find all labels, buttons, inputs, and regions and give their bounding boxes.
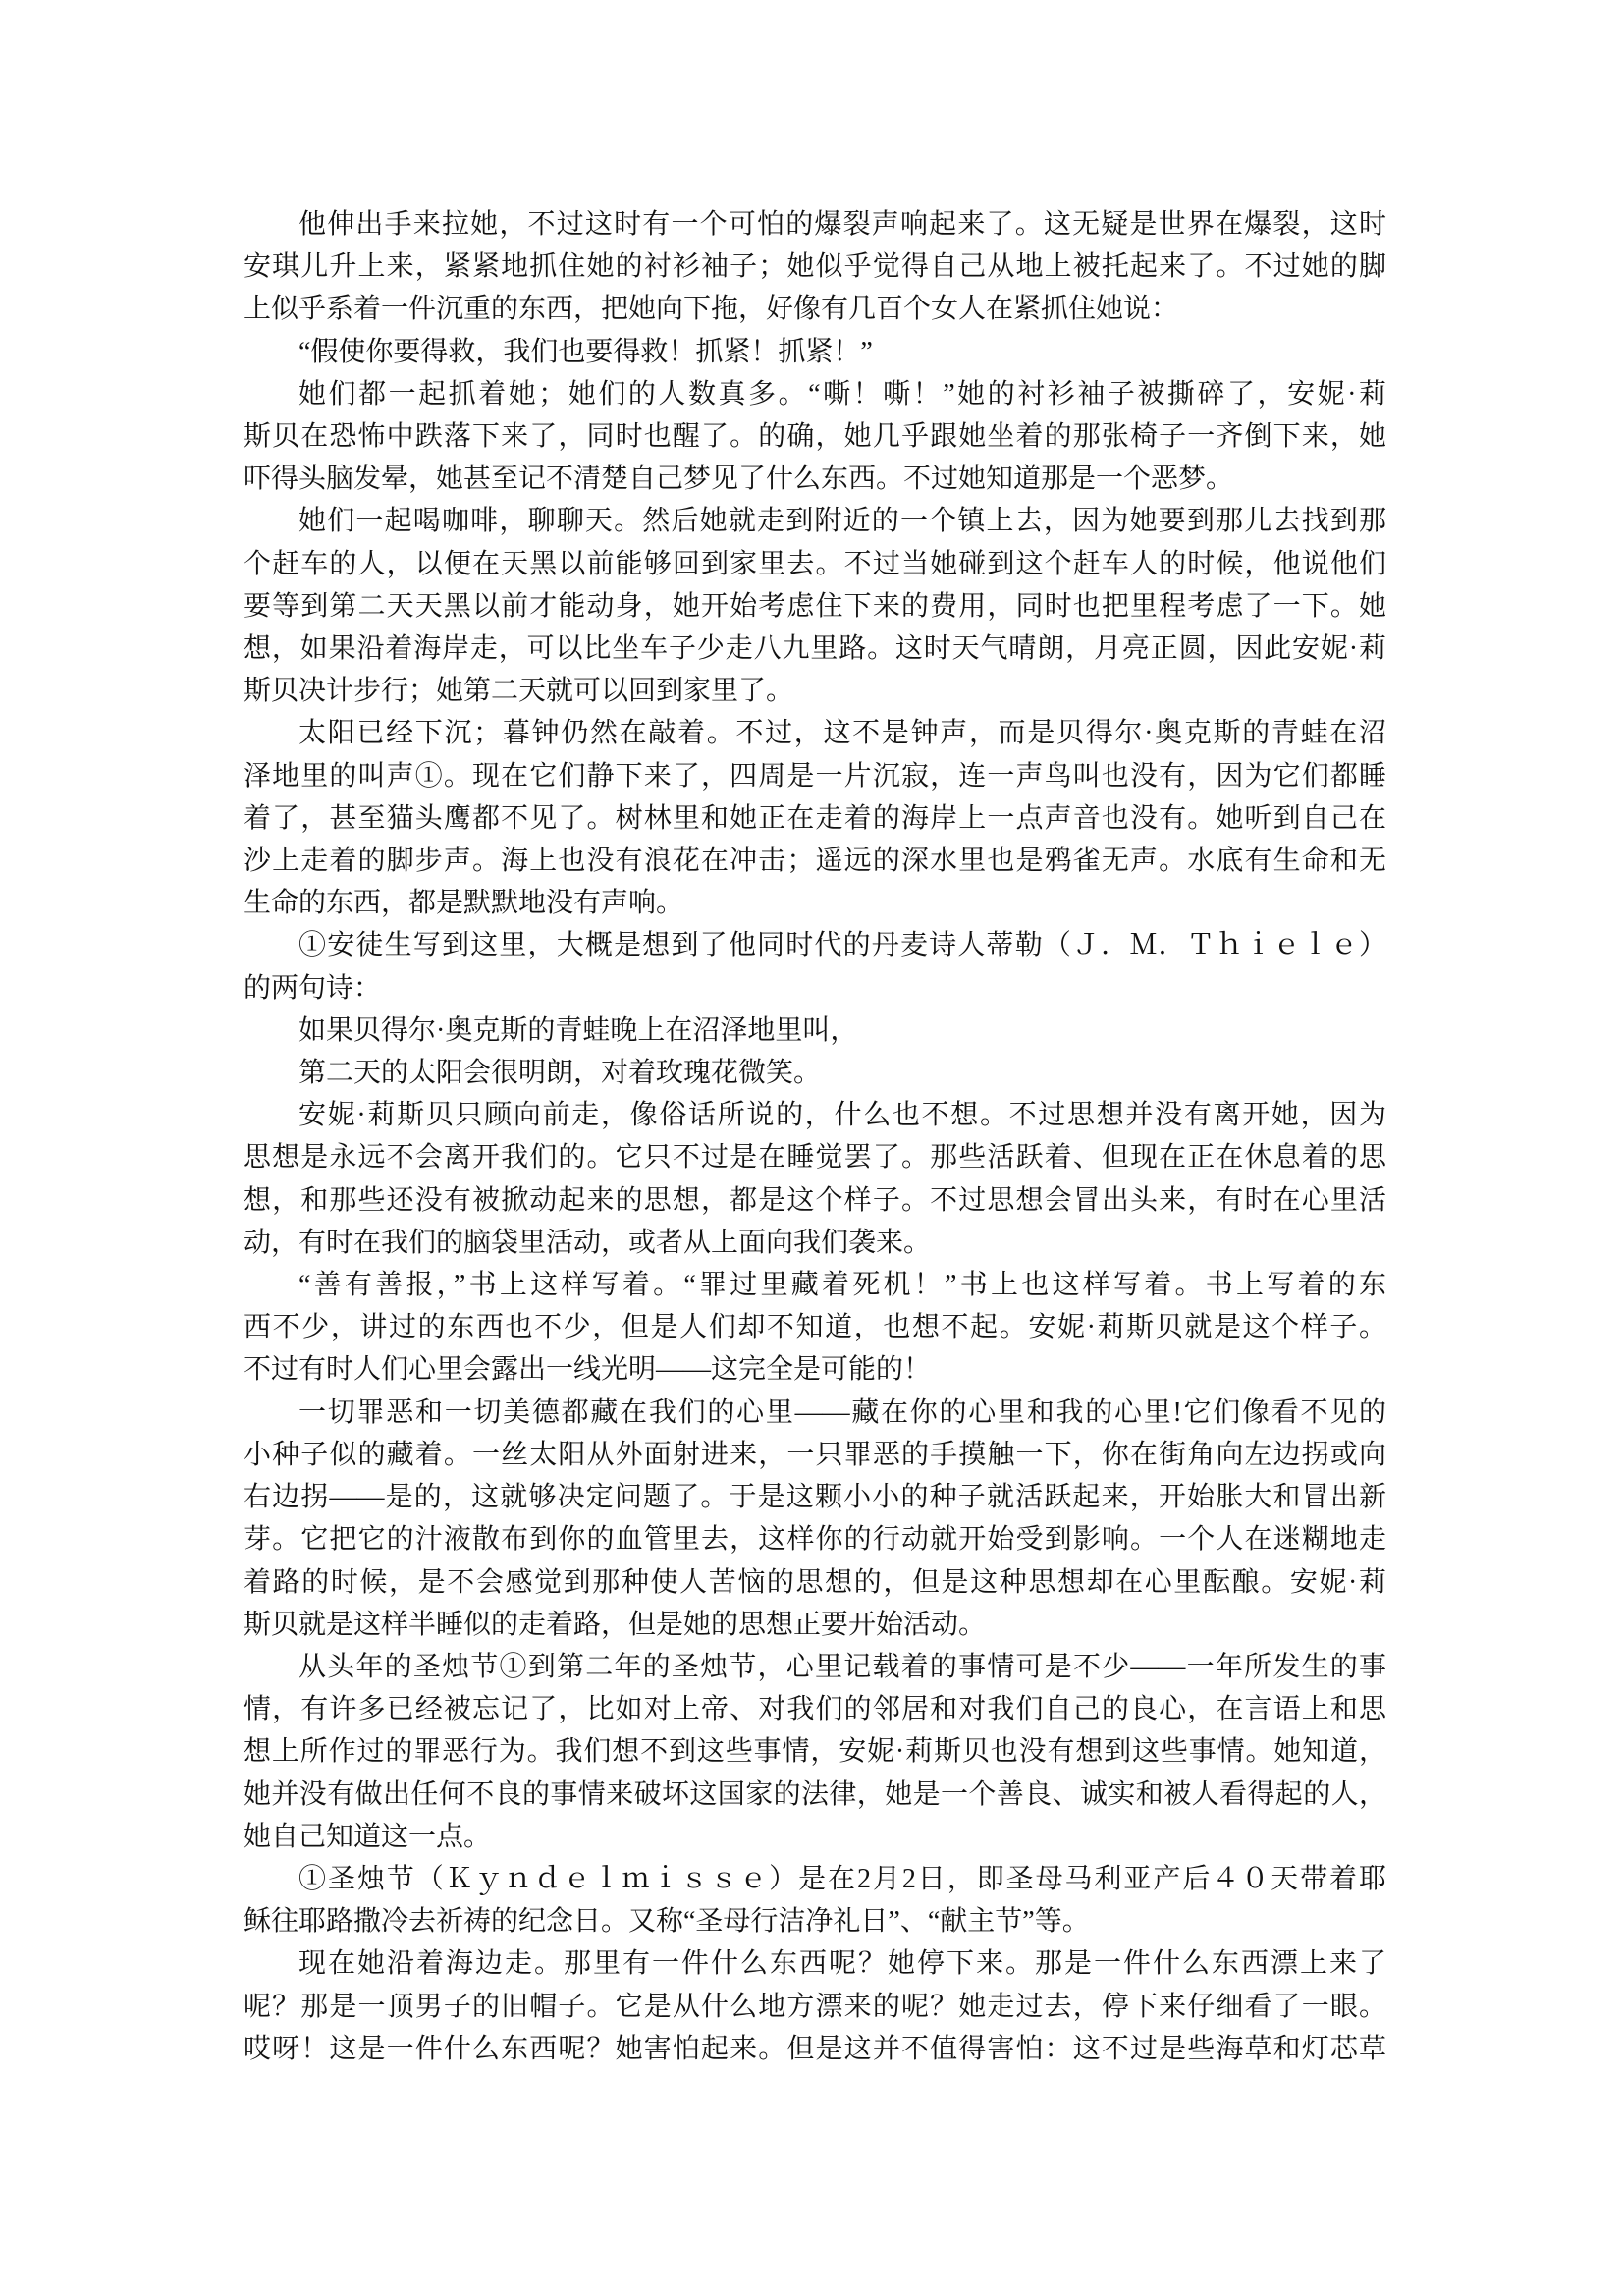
text-line: 思想是永远不会离开我们的。它只不过是在睡觉罢了。那些活跃着、但现在正在休息着的思: [243, 1142, 1386, 1174]
text-line: 安琪儿升上来，紧紧地抓住她的衬衫袖子；她似乎觉得自己从地上被托起来了。不过她的脚: [243, 251, 1386, 283]
text-line: 想上所作过的罪恶行为。我们想不到这些事情，安妮·莉斯贝也没有想到这些事情。她知道，: [243, 1736, 1386, 1768]
paragraph: [243, 500, 1386, 712]
text-line: “善有善报，”书上这样写着。“罪过里藏着死机！”书上也这样写着。书上写着的东: [298, 1270, 1386, 1301]
text-line: 不过有时人们心里会露出一线光明——这完全是可能的！: [243, 1354, 932, 1386]
text-line: 小种子似的藏着。一丝太阳从外面射进来，一只罪恶的手摸触一下，你在街角向左边拐或向: [243, 1439, 1386, 1470]
paragraph: [243, 1392, 1386, 1646]
text-line: 西不少，讲过的东西也不少，但是人们却不知道，也想不起。安妮·莉斯贝就是这个样子。: [243, 1312, 1386, 1343]
paragraph: [243, 712, 1386, 924]
paragraph: [243, 1010, 1386, 1052]
text-line: 想，和那些还没有被掀动起来的思想，都是这个样子。不过思想会冒出头来，有时在心里活: [243, 1184, 1386, 1216]
text-line: 她们一起喝咖啡，聊聊天。然后她就走到附近的一个镇上去，因为她要到那儿去找到那: [298, 506, 1386, 537]
text-line: 上似乎系着一件沉重的东西，把她向下拖，好像有几百个女人在紧抓住她说：: [243, 294, 1179, 325]
text-line: 吓得头脑发晕，她甚至记不清楚自己梦见了什么东西。不过她知道那是一个恶梦。: [243, 464, 1234, 495]
paragraph: [243, 1858, 1386, 1942]
text-line: 个赶车的人，以便在天黑以前能够回到家里去。不过当她碰到这个赶车人的时候，他说他们: [243, 548, 1386, 579]
text-line: 泽地里的叫声①。现在它们静下来了，四周是一片沉寂，连一声鸟叫也没有，因为它们都睡: [243, 760, 1386, 792]
text-line: ①安徒生写到这里，大概是想到了他同时代的丹麦诗人蒂勒（Ｊ．Ｍ．Ｔｈｉｅｌｅ）: [298, 930, 1386, 961]
text-line: 想，如果沿着海岸走，可以比坐车子少走八九里路。这时天气晴朗，月亮正圆，因此安妮·莉: [243, 633, 1386, 665]
paragraph: [243, 1094, 1386, 1264]
text-line: 右边拐——是的，这就够决定问题了。于是这颗小小的种子就活跃起来，开始胀大和冒出新: [243, 1482, 1386, 1513]
text-line: 的两句诗：: [243, 972, 382, 1004]
text-line: 呢？那是一顶男子的旧帽子。它是从什么地方漂来的呢？她走过去，停下来仔细看了一眼。: [243, 1991, 1386, 2022]
paragraph: [243, 1264, 1386, 1392]
text-line: 情，有许多已经被忘记了，比如对上帝、对我们的邻居和对我们自己的良心，在言语上和思: [243, 1694, 1386, 1725]
text-line: 她们都一起抓着她；她们的人数真多。“嘶！嘶！”她的衬衫袖子被撕碎了，安妮·莉: [298, 378, 1386, 410]
paragraph: [243, 373, 1386, 501]
text-line: 太阳已经下沉；暮钟仍然在敲着。不过，这不是钟声，而是贝得尔·奥克斯的青蛙在沼: [298, 718, 1386, 749]
text-line: 他伸出手来拉她，不过这时有一个可怕的爆裂声响起来了。这无疑是世界在爆裂，这时: [298, 209, 1386, 240]
text-line: 她自己知道这一点。: [243, 1821, 492, 1852]
text-line: 她并没有做出任何不良的事情来破坏这国家的法律，她是一个善良、诚实和被人看得起的人，: [243, 1778, 1386, 1810]
text-line: 要等到第二天天黑以前才能动身，她开始考虑住下来的费用，同时也把里程考虑了一下。她: [243, 590, 1386, 622]
paragraph: [243, 924, 1386, 1009]
paragraph: [243, 1942, 1386, 2070]
text-line: 哎呀！这是一件什么东西呢？她害怕起来。但是这并不值得害怕：这不过是些海草和灯芯草: [243, 2033, 1386, 2064]
text-line: 斯贝决计步行；她第二天就可以回到家里了。: [243, 676, 794, 707]
paragraph: [243, 1646, 1386, 1858]
text-line: 斯贝在恐怖中跌落下来了，同时也醒了。的确，她几乎跟她坐着的那张椅子一齐倒下来，她: [243, 421, 1386, 453]
text-line: 生命的东西，都是默默地没有声响。: [243, 888, 684, 919]
text-line: 如果贝得尔·奥克斯的青蛙晚上在沼泽地里叫，: [298, 1014, 858, 1046]
text-line: 稣往耶路撒冷去祈祷的纪念日。又称“圣母行洁净礼日”、“献主节”等。: [243, 1906, 1090, 1938]
text-line: 沙上走着的脚步声。海上也没有浪花在冲击；遥远的深水里也是鸦雀无声。水底有生命和无: [243, 846, 1386, 877]
text-line: 一切罪恶和一切美德都藏在我们的心里——藏在你的心里和我的心里!它们像看不见的: [298, 1396, 1386, 1428]
text-line: 动，有时在我们的脑袋里活动，或者从上面向我们袭来。: [243, 1227, 932, 1258]
paragraph: [243, 331, 1386, 373]
text-line: 斯贝就是这样半睡似的走着路，但是她的思想正要开始活动。: [243, 1609, 987, 1640]
text-line: “假使你要得救，我们也要得救！抓紧！抓紧！”: [298, 336, 873, 367]
text-line: 从头年的圣烛节①到第二年的圣烛节，心里记载着的事情可是不少——一年所发生的事: [298, 1651, 1386, 1682]
text-line: 第二天的太阳会很明朗，对着玫瑰花微笑。: [298, 1058, 822, 1089]
document-body: [243, 203, 1386, 2070]
text-line: ①圣烛节（Ｋｙｎｄｅｌｍｉｓｓｅ）是在2月2日，即圣母马利亚产后４０天带着耶: [298, 1863, 1386, 1894]
paragraph: [243, 203, 1386, 331]
text-line: 现在她沿着海边走。那里有一件什么东西呢？她停下来。那是一件什么东西漂上来了: [298, 1948, 1386, 1980]
text-line: 着了，甚至猫头鹰都不见了。树林里和她正在走着的海岸上一点声音也没有。她听到自己在: [243, 802, 1386, 834]
text-line: 着路的时候，是不会感觉到那种使人苦恼的思想的，但是这种思想却在心里酝酿。安妮·莉: [243, 1566, 1386, 1598]
paragraph: [243, 1052, 1386, 1094]
text-line: 安妮·莉斯贝只顾向前走，像俗话所说的，什么也不想。不过思想并没有离开她，因为: [298, 1100, 1386, 1131]
text-line: 芽。它把它的汁液散布到你的血管里去，这样你的行动就开始受到影响。一个人在迷糊地走: [243, 1524, 1386, 1556]
